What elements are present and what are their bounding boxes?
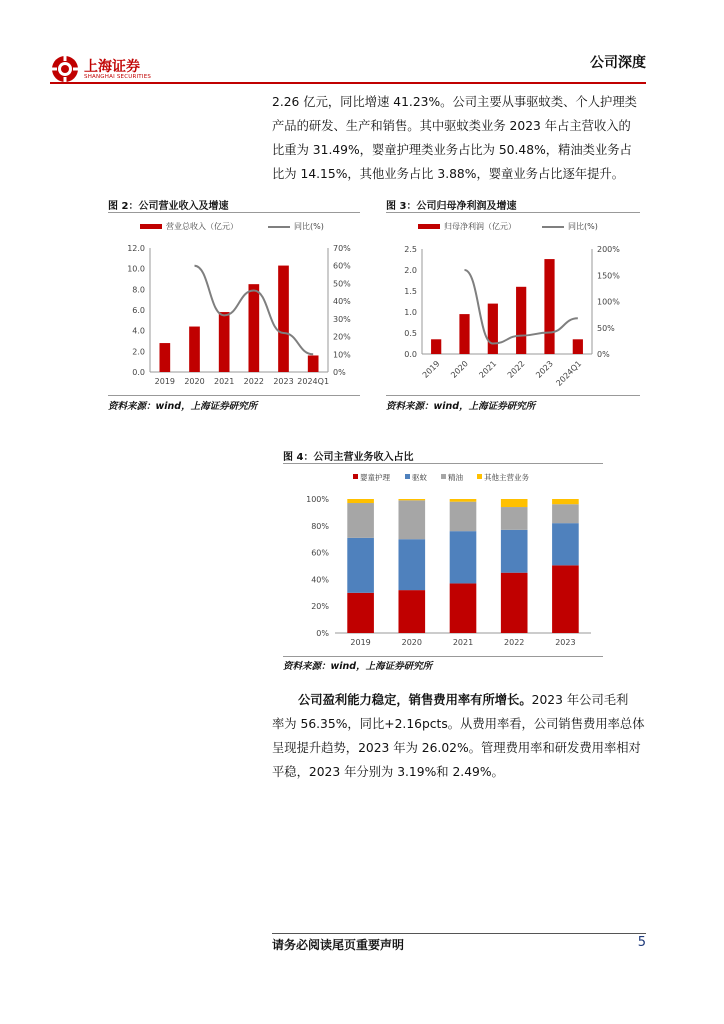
x-tick-label: 2019 [420, 359, 442, 380]
fig4-source: 资料来源：wind，上海证券研究所 [283, 661, 433, 672]
bar [308, 355, 319, 372]
paragraph-1-line-4: 比为 14.15%，其他业务占比 3.88%，婴童业务占比逐年提升。 [272, 167, 625, 181]
x-tick-label: 2022 [243, 377, 265, 386]
y-tick-label: 1.5 [404, 287, 417, 296]
y-tick-label: 80% [311, 521, 329, 531]
paragraph-2-line-4: 平稳，2023 年分别为 3.19%和 2.49%。 [272, 765, 504, 779]
y2-tick-label: 0% [597, 350, 610, 359]
paragraph-1-line-2: 产品的研发、生产和销售。其中驱蚊类业务 2023 年占主营收入的 [272, 119, 631, 133]
legend-swatch [477, 474, 482, 479]
y2-tick-label: 150% [597, 271, 620, 281]
stacked-bar-segment [398, 499, 425, 500]
y2-tick-label: 50% [333, 279, 351, 289]
x-tick-label: 2022 [505, 359, 527, 380]
x-tick-label: 2023 [534, 359, 555, 380]
x-tick-label: 2020 [184, 377, 205, 386]
bar [248, 284, 259, 372]
legend-swatch [353, 474, 358, 479]
y-tick-label: 6.0 [132, 306, 145, 315]
page-number: 5 [637, 935, 646, 950]
x-tick-label: 2024Q1 [297, 377, 330, 386]
y2-tick-label: 60% [333, 261, 351, 271]
fig2-chart [108, 215, 360, 393]
stacked-bar-segment [501, 530, 528, 573]
stacked-bar-segment [552, 565, 579, 633]
paragraph-2-line-1-rest: 2023 年公司毛利 [531, 693, 629, 707]
paragraph-2-line-3: 呈现提升趋势，2023 年为 26.02%。管理费用率和研发费用率相对 [272, 741, 641, 755]
x-tick-label: 2021 [452, 638, 474, 647]
legend-label: 精油 [448, 473, 463, 482]
y-tick-label: 0.0 [404, 350, 417, 359]
y2-tick-label: 0% [333, 368, 346, 377]
y-tick-label: 2.5 [404, 245, 417, 254]
y-tick-label: 100% [306, 495, 329, 504]
logo-name-en: SHANGHAI SECURITIES [84, 74, 152, 80]
paragraph-2-lead: 公司盈利能力稳定，销售费用率有所增长。 [298, 693, 532, 707]
stacked-bar-segment [398, 590, 425, 633]
stacked-bar-segment [347, 538, 374, 593]
x-tick-label: 2021 [213, 377, 235, 386]
y2-tick-label: 50% [597, 323, 615, 333]
y-tick-label: 4.0 [132, 326, 145, 336]
stacked-bar-segment [347, 499, 374, 503]
bar [189, 327, 200, 372]
stacked-bar-segment [501, 499, 528, 507]
y2-tick-label: 20% [333, 332, 351, 342]
bar [431, 339, 441, 354]
y-tick-label: 2.0 [404, 266, 417, 275]
logo-name-cn: 上海证券 [84, 59, 140, 75]
bar [488, 304, 498, 354]
y2-tick-label: 100% [597, 297, 620, 307]
y-tick-label: 0.0 [132, 368, 145, 377]
x-tick-label: 2023 [273, 377, 294, 386]
legend-swatch [441, 474, 446, 479]
stacked-bar-segment [450, 502, 477, 531]
y-tick-label: 2.0 [132, 347, 145, 357]
y-tick-label: 20% [311, 602, 329, 612]
stacked-bar-segment [552, 499, 579, 504]
legend-bar-label: 归母净利润（亿元） [444, 222, 516, 231]
stacked-bar-segment [398, 500, 425, 539]
fig4-chart [283, 465, 603, 655]
bar [573, 339, 583, 354]
header-rule [50, 82, 646, 84]
y-tick-label: 10.0 [127, 264, 145, 274]
bar [278, 266, 289, 372]
x-tick-label: 2020 [401, 638, 422, 647]
x-tick-label: 2023 [555, 638, 576, 647]
bar [159, 343, 170, 372]
y-tick-label: 40% [311, 575, 329, 585]
fig2-bottom-rule [108, 395, 360, 396]
paragraph-2-line-1 [298, 688, 628, 712]
section-title: 公司深度 [590, 55, 646, 71]
footer-rule [272, 933, 646, 934]
stacked-bar-segment [450, 583, 477, 633]
bar [516, 287, 526, 354]
bar [219, 312, 230, 372]
y2-tick-label: 10% [333, 350, 351, 360]
y-tick-label: 0% [316, 629, 329, 638]
legend-bar-swatch [140, 224, 162, 229]
x-tick-label: 2022 [504, 638, 525, 647]
stacked-bar-segment [501, 507, 528, 530]
bar [544, 259, 554, 354]
fig3-source: 资料来源：wind，上海证券研究所 [386, 401, 536, 412]
y-tick-label: 0.5 [404, 329, 417, 338]
x-tick-label: 2019 [350, 638, 371, 647]
y-tick-label: 8.0 [132, 285, 145, 295]
footer-notice: 请务必阅读尾页重要声明 [272, 938, 405, 952]
paragraph-1-line-3: 比重为 31.49%，婴童护理类业务占比为 50.48%，精油类业务占 [272, 143, 632, 157]
fig4-bottom-rule [283, 656, 603, 657]
company-logo-icon [50, 54, 80, 84]
fig3-title: 图 3：公司归母净利润及增速 [386, 201, 517, 212]
fig3-chart [386, 215, 640, 393]
x-tick-label: 2020 [449, 359, 470, 380]
stacked-bar-segment [501, 573, 528, 633]
x-tick-label: 2024Q1 [554, 359, 584, 388]
fig2-source: 资料来源：wind，上海证券研究所 [108, 401, 258, 412]
stacked-bar-segment [552, 523, 579, 565]
y-tick-label: 1.0 [404, 308, 417, 317]
stacked-bar-segment [450, 531, 477, 583]
bar [459, 314, 469, 354]
legend-bar-swatch [418, 224, 440, 229]
fig4-title-rule [283, 463, 603, 464]
legend-label: 其他主营业务 [484, 473, 529, 482]
y2-tick-label: 30% [333, 314, 351, 324]
paragraph-1-line-1: 2.26 亿元，同比增速 41.23%。公司主要从事驱蚊类、个人护理类 [272, 95, 637, 109]
fig2-title-rule [108, 212, 360, 213]
stacked-bar-segment [450, 499, 477, 502]
stacked-bar-segment [347, 593, 374, 633]
y-tick-label: 60% [311, 548, 329, 558]
fig2-title: 图 2：公司营业收入及增速 [108, 201, 229, 212]
paragraph-2-line-2: 率为 56.35%，同比+2.16pcts。从费用率看，公司销售费用率总体 [272, 717, 645, 731]
legend-label: 婴童护理 [360, 473, 390, 482]
fig3-title-rule [386, 212, 640, 213]
legend-swatch [405, 474, 410, 479]
fig3-bottom-rule [386, 395, 640, 396]
y-tick-label: 12.0 [127, 244, 145, 253]
y2-tick-label: 40% [333, 297, 351, 307]
fig4-title: 图 4：公司主营业务收入占比 [283, 452, 414, 463]
legend-line-label: 同比(%) [568, 222, 598, 231]
stacked-bar-segment [552, 504, 579, 523]
y2-tick-label: 70% [333, 244, 351, 253]
x-tick-label: 2019 [154, 377, 176, 386]
stacked-bar-segment [398, 539, 425, 590]
legend-line-label: 同比(%) [294, 222, 324, 231]
legend-bar-label: 营业总收入（亿元） [166, 222, 238, 231]
x-tick-label: 2021 [477, 359, 499, 380]
legend-label: 驱蚊 [412, 473, 427, 482]
y2-tick-label: 200% [597, 245, 620, 254]
stacked-bar-segment [347, 503, 374, 538]
